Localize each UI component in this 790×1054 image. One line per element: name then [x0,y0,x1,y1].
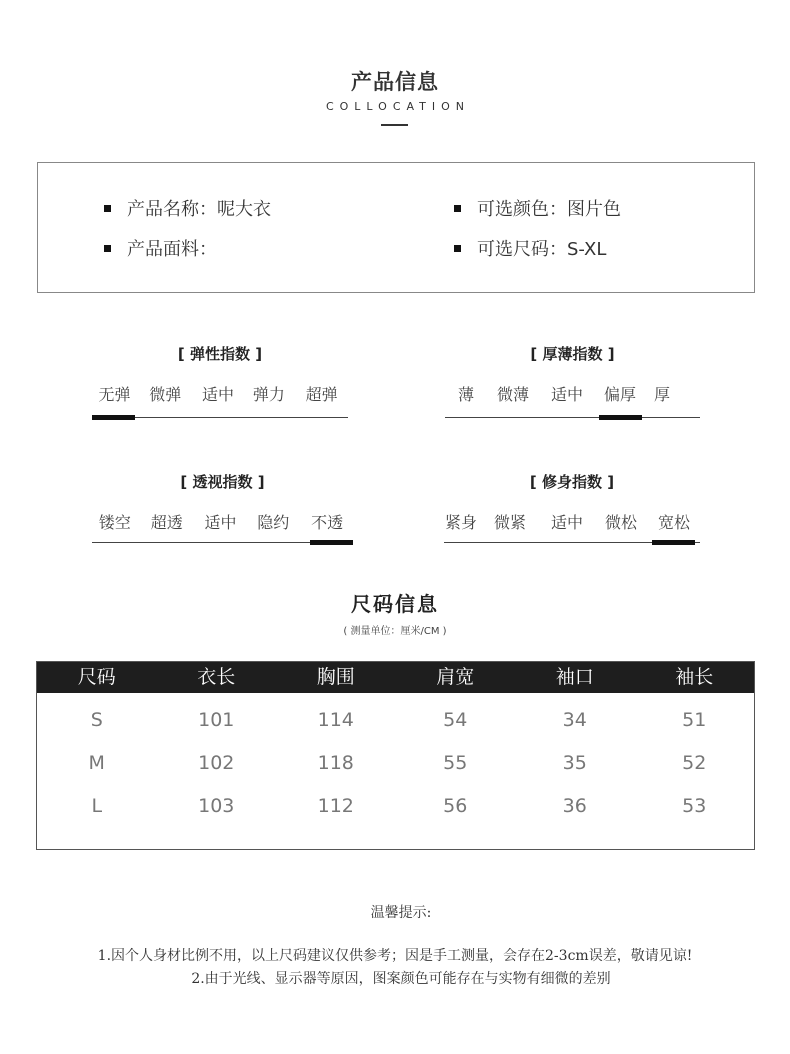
fit-scale [444,510,700,533]
scale-option: 偏厚 [603,385,636,404]
table-cell: 103 [198,795,235,817]
scale-option: 镂空 [98,513,131,532]
tips-title: 温馨提示: [370,905,432,921]
table-cell: M [88,752,105,774]
table-cell: S [90,709,103,731]
table-header-cell: 衣长 [197,666,236,688]
scale-line [445,417,700,418]
fit-index [444,471,700,533]
product-size-item [454,238,606,262]
thickness-index-title: [ 厚薄指数 ] [530,345,615,363]
table-header-cell: 袖口 [555,666,594,688]
table-header-cell: 胸围 [316,666,355,688]
elasticity-scale [92,382,348,405]
scale-option: 微松 [604,513,637,532]
table-cell: 35 [562,752,587,774]
title-divider [381,124,408,126]
scale-option: 适中 [202,385,235,404]
scale-selected-marker [652,540,695,545]
transparency-scale [92,510,353,533]
table-cell: 52 [682,752,707,774]
transparency-index-title: [ 透视指数 ] [180,473,265,491]
thickness-index [445,343,700,405]
size-info-title: 尺码信息 [351,592,439,616]
fit-index-title: [ 修身指数 ] [529,473,615,491]
table-header-cell: 尺码 [77,666,116,688]
table-cell: 55 [443,752,468,774]
product-info-subtitle: COLLOCATION [325,100,471,113]
scale-option: 超透 [150,513,183,532]
table-row [37,791,754,821]
table-header-cell: 肩宽 [436,666,475,688]
tip-line-1: 1.因个人身材比例不用，以上尺码建议仅供参考；因是手工测量，会存在2-3cm误差，敬请见谅! [97,948,693,964]
product-fabric-text: 产品面料： [127,239,217,260]
scale-option: 弹力 [252,385,285,404]
size-table [36,661,755,850]
scale-option: 厚 [653,385,670,404]
product-color-item [454,198,621,222]
size-info-unit: ( 测量单位：厘米/CM ) [343,626,447,637]
scale-selected-marker [599,415,642,420]
scale-option: 微紧 [493,513,526,532]
table-cell: L [91,795,103,817]
product-info-box [37,162,755,293]
table-cell: 112 [317,795,354,817]
scale-option: 无弹 [98,385,131,404]
table-row [37,705,754,735]
product-fabric-item [104,238,217,262]
scale-selected-marker [92,415,135,420]
table-header-cell: 袖长 [675,666,714,688]
scale-selected-marker [310,540,353,545]
scale-option: 微薄 [496,385,529,404]
transparency-index [92,471,353,533]
product-color-text: 可选颜色：图片色 [477,199,621,220]
table-cell: 53 [682,795,707,817]
scale-option: 不透 [311,513,344,532]
bullet-icon [104,205,111,212]
scale-option: 适中 [204,513,237,532]
table-cell: 51 [682,709,707,731]
scale-option: 微弹 [149,385,182,404]
table-cell: 34 [562,709,587,731]
scale-option: 宽松 [657,513,690,532]
bullet-icon [454,245,461,252]
product-name-item [104,198,271,222]
table-cell: 56 [443,795,468,817]
scale-option: 紧身 [444,513,477,532]
scale-option: 超弹 [305,385,338,404]
product-name-text: 产品名称：呢大衣 [127,199,271,220]
table-cell: 54 [443,709,468,731]
table-header [37,662,754,693]
table-cell: 118 [317,752,354,774]
tip-line-2: 2.由于光线、显示器等原因，图案颜色可能存在与实物有细微的差别 [191,971,611,987]
product-info-title: 产品信息 [351,70,439,94]
table-row [37,748,754,778]
table-cell: 101 [198,709,235,731]
elasticity-index [92,343,348,405]
scale-option: 适中 [550,385,583,404]
bullet-icon [454,205,461,212]
scale-option: 薄 [457,385,474,404]
scale-option: 适中 [550,513,583,532]
scale-option: 隐约 [257,513,290,532]
table-cell: 114 [317,709,354,731]
bullet-icon [104,245,111,252]
table-cell: 36 [562,795,587,817]
elasticity-index-title: [ 弹性指数 ] [177,345,263,363]
thickness-scale [445,382,700,405]
product-size-text: 可选尺码：S-XL [477,239,607,260]
table-cell: 102 [198,752,235,774]
